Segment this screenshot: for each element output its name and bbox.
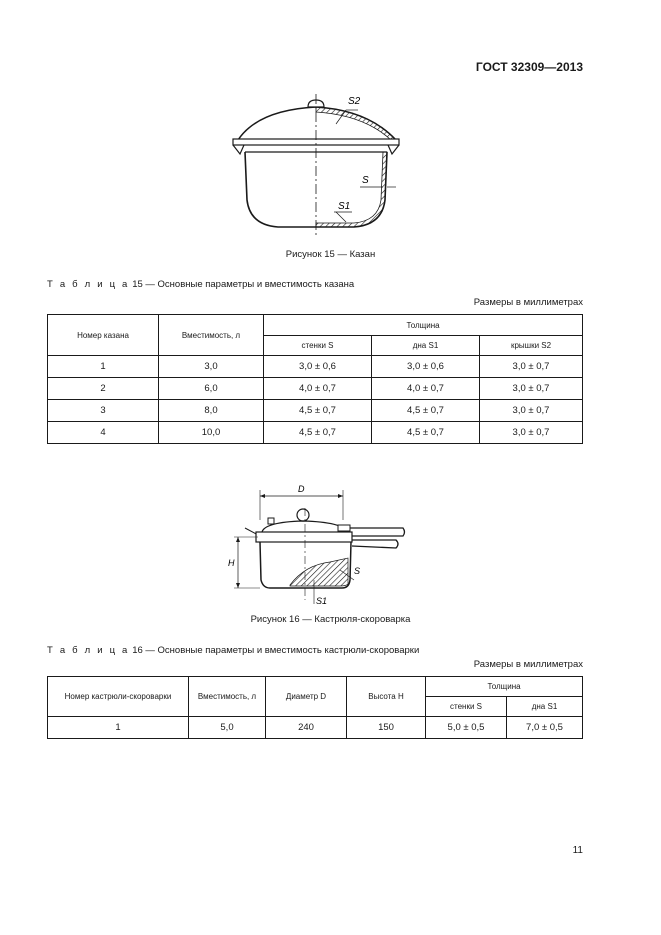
- cell: 2: [48, 378, 159, 400]
- label-s1: S1: [316, 596, 328, 606]
- cell: 5,0 ± 0,5: [426, 717, 507, 739]
- label-h: H: [228, 558, 235, 568]
- col-header-height: Высота H: [347, 677, 426, 717]
- cell: 7,0 ± 0,5: [507, 717, 583, 739]
- table-16-units: Размеры в миллиметрах: [473, 659, 583, 670]
- col-header-bottom: дна S1: [372, 336, 480, 356]
- cell: 3,0 ± 0,7: [480, 422, 583, 444]
- cell: 4,5 ± 0,7: [264, 422, 372, 444]
- cell: 4: [48, 422, 159, 444]
- cell: 3,0 ± 0,6: [264, 356, 372, 378]
- table-row: [48, 356, 583, 378]
- cell: 4,5 ± 0,7: [372, 422, 480, 444]
- col-header-lid: крышки S2: [480, 336, 583, 356]
- table-caption-number: 15: [132, 279, 143, 290]
- cell: 3,0 ± 0,7: [480, 400, 583, 422]
- col-header-capacity: Вместимость, л: [189, 677, 266, 717]
- table-caption-text: — Основные параметры и вместимость кастрюли-скороварки: [145, 645, 420, 656]
- cell: 3,0: [159, 356, 264, 378]
- table-15: [47, 314, 583, 444]
- cell: 1: [48, 717, 189, 739]
- col-header-wall: стенки S: [264, 336, 372, 356]
- col-header-diameter: Диаметр D: [266, 677, 347, 717]
- col-header-wall: стенки S: [426, 697, 507, 717]
- cell: 4,0 ± 0,7: [372, 378, 480, 400]
- cell: 6,0: [159, 378, 264, 400]
- kazan-drawing: [228, 92, 428, 242]
- table-16-caption: [47, 645, 419, 656]
- cell: 3,0 ± 0,6: [372, 356, 480, 378]
- label-d: D: [298, 484, 305, 494]
- table-row: [48, 378, 583, 400]
- table-caption-text: — Основные параметры и вместимость казана: [145, 279, 355, 290]
- col-header-number: Номер кастрюли-скороварки: [48, 677, 189, 717]
- cell: 3,0 ± 0,7: [480, 356, 583, 378]
- cell: 1: [48, 356, 159, 378]
- cell: 10,0: [159, 422, 264, 444]
- cell: 5,0: [189, 717, 266, 739]
- standard-number: ГОСТ 32309—2013: [475, 60, 583, 74]
- pressure-cooker-drawing: [220, 480, 415, 610]
- table-15-caption: [47, 279, 354, 290]
- cell: 4,0 ± 0,7: [264, 378, 372, 400]
- cell: 4,5 ± 0,7: [264, 400, 372, 422]
- col-header-number: Номер казана: [48, 315, 159, 356]
- figure-15-caption: Рисунок 15 — Казан: [285, 249, 376, 260]
- table-caption-prefix: Т а б л и ц а: [47, 279, 130, 290]
- label-s1: S1: [338, 201, 351, 212]
- label-s: S: [354, 566, 361, 576]
- table-15-units: Размеры в миллиметрах: [473, 297, 583, 308]
- table-16: [47, 676, 583, 739]
- table-caption-prefix: Т а б л и ц а: [47, 645, 130, 656]
- cell: 3: [48, 400, 159, 422]
- col-header-thickness: Толщина: [426, 677, 583, 697]
- table-row: [48, 717, 583, 739]
- cell: 150: [347, 717, 426, 739]
- cell: 240: [266, 717, 347, 739]
- label-s: S: [362, 175, 369, 186]
- label-s2: S2: [348, 96, 361, 107]
- table-caption-number: 16: [132, 645, 143, 656]
- table-row: [48, 400, 583, 422]
- table-row: [48, 422, 583, 444]
- col-header-capacity: Вместимость, л: [159, 315, 264, 356]
- cell: 4,5 ± 0,7: [372, 400, 480, 422]
- cell: 8,0: [159, 400, 264, 422]
- col-header-bottom: дна S1: [507, 697, 583, 717]
- cell: 3,0 ± 0,7: [480, 378, 583, 400]
- figure-16-caption: Рисунок 16 — Кастрюля-скороварка: [250, 614, 411, 625]
- col-header-thickness: Толщина: [264, 315, 583, 336]
- page-number: 11: [572, 845, 583, 856]
